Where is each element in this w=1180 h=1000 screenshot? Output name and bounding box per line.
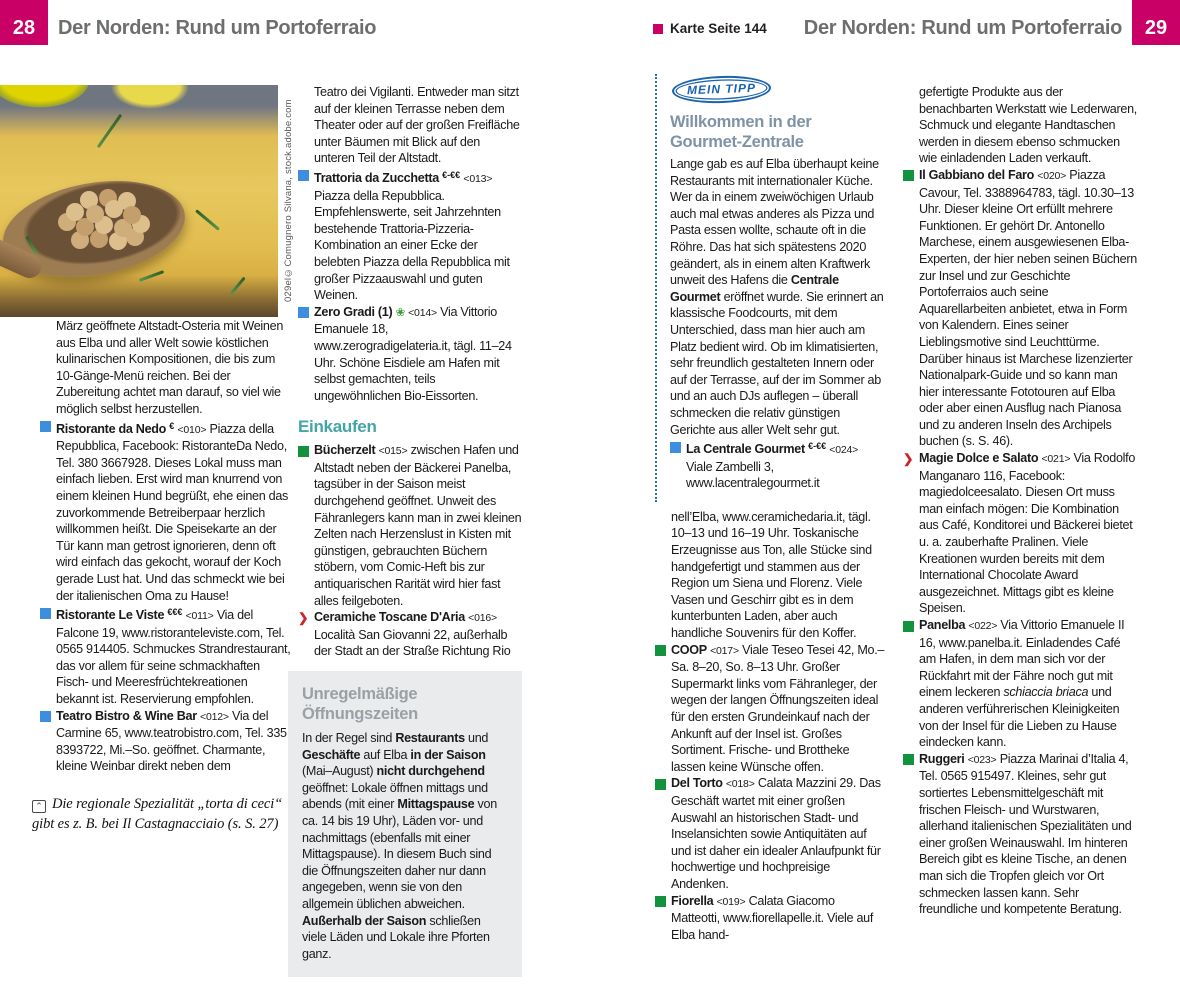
photo-torta-di-ceci — [0, 85, 278, 317]
poi-number: <016> — [468, 612, 497, 625]
text-segment: Außerhalb der Saison — [302, 913, 427, 928]
blue-square-bullet-icon — [298, 170, 309, 181]
green-square-bullet-icon — [903, 170, 914, 181]
text-segment: Viale Teseo Tesei 42, Mo.–Sa. 8–20, So. 8–13 Uhr. Großer Supermarkt links vom Fähranleger, der wegen der langen Öffnungszeiten ideal für den ersten Grundeinkauf nach der Ankunft auf der Insel ist. Großes Sortiment. Frische- und Brottheke lassen keine Wünsche offen. — [671, 642, 885, 774]
price-badge: € — [169, 420, 175, 431]
poi-name: Il Gabbiano del Faro — [919, 167, 1035, 182]
poi-entry — [298, 609, 522, 660]
price-badge: €-€€ — [808, 441, 827, 452]
poi-entry — [903, 617, 1137, 751]
blue-square-bullet-icon — [670, 442, 681, 453]
text-segment: Via del Falcone 19, www.ristoranteleviste.com, Tel. 0565 914405. Schmuckes Strandrestaurant, das vor allem für seine schmackhaften Fisch- und Meeresfrüchtekreationen bekannt ist. Reservierung empfohlen. — [56, 608, 291, 707]
text-segment: Teatro dei Vigilanti. Entweder man sitzt auf der kleinen Terrasse neben dem Theater oder auf der großen Freifläche unter Bäumen mit Blick auf den unteren Teil der Altstadt. — [314, 85, 520, 166]
chickpeas-shape — [66, 203, 84, 221]
tip-body — [670, 156, 885, 438]
text-segment: eröffnet wurde. Sie erinnert an klassische Foodcourts, mit dem Unterschied, dass man hier auch am Platz bedient wird. Ob im klimatisierten, sehr freundlich gestalteten Innern oder auf der Terrasse, auf der im Sommer ab und an auch DJs auflegen – überall schmecken die relativ günstigen Gerichte aus aller Welt sehr gut. — [670, 289, 884, 437]
tip-heading: Willkommen in der Gourmet-Zentrale — [670, 113, 812, 151]
text-segment: Calata Mazzini 29. Das Geschäft wartet mit einer großen Auswahl an historischen Stadt- und Inselansichten sowie Antiquitäten auf und ist daher ein idealer Anlaufpunkt für hochwertige und hochpreisige Andenken. — [671, 776, 881, 891]
text-segment: schiaccia briaca — [1003, 685, 1089, 700]
rosemary-sprig-icon — [229, 277, 245, 296]
continuation-paragraph — [903, 84, 1137, 167]
map-marker-square-icon — [653, 24, 663, 34]
photo-above-icon: ⌃ — [32, 800, 46, 813]
poi-name: Ristorante da Nedo — [56, 421, 167, 436]
poi-number: <024> — [829, 444, 859, 457]
price-badge: €€€ — [167, 607, 183, 618]
chevron-bullet-icon: ❯ — [298, 610, 309, 625]
text-segment: zwischen Hafen und Altstadt neben der Bäckerei Panelba, tagsüber in der Saison meist durchgehend geöffnet. Unweit des Fähranlegers kann man in zwei kleinen Zelten nach Herzenslust in Kisten mit günstigen, gebrauchten Büchern stöbern, vom Comic-Heft bis zur antiquarischen Rarität wird hier fast alles feilgeboten. — [314, 443, 522, 608]
photo-credit: 029el©Comugnero Silvana, stock.adobe.com — [283, 99, 294, 303]
poi-entry — [298, 167, 522, 304]
text-segment: Geschäfte — [302, 747, 361, 762]
text-segment: Piazza della Repubblica, Facebook: RistoranteDa Nedo, Tel. 380 3667928. Dieses Lokal muss man einfach lieben. Erst wird man knurrend von einem kleinen Hund begrüßt, ehe einen das zuvorkommende Betreiberpaar herzlich willkommen heißt. Die Speisekarte an der Tür kann man getrost ignorieren, denn oft wird einfach das gekocht, worauf der Koch gerade Lust hat. Und das schmeckt wie bei der italienischen Oma zu Hause! — [56, 421, 289, 603]
text-segment: Piazza Marinai d’Italia 4, Tel. 0565 915497. Kleines, sehr gut sortiertes Lebensmittelgeschäft mit frischen Fleisch- und Wurstwaren, allerhand italienischen Spezialitäten und einer großen Weinauswahl. Im hinteren Bereich gibt es kleine Tische, an denen man sich die Tropfen gleich vor Ort schmecken lassen kann. Sehr freundliche und kompetente Beratung. — [919, 751, 1132, 917]
column-4 — [903, 84, 1137, 918]
text-segment: gefertigte Produkte aus der benachbarten Werkstatt wie Lederwaren, Schmuck und elegante Handtaschen werden in diesem ebenso schmucken wie einladenden Laden verkauft. — [919, 85, 1137, 166]
rosemary-sprig-icon — [195, 209, 220, 231]
poi-number: <010> — [177, 423, 207, 436]
poi-number: <021> — [1041, 453, 1071, 466]
section-header: Einkaufen — [298, 417, 377, 437]
poi-number: <022> — [968, 620, 998, 632]
blue-square-bullet-icon — [40, 711, 51, 722]
blue-square-bullet-icon — [40, 421, 51, 432]
poi-entry — [655, 642, 885, 776]
poi-number: <011> — [185, 610, 214, 623]
text-segment: Via Rodolfo Manganaro 116, Facebook: magiedolceesalato. Diesen Ort muss man einfach mögen: Die Kombination aus Café, Konditorei und Bäckerei bietet u. a. zauberhafte Pralinen. Viele Kreationen wurden bereits mit dem International Chocolate Award ausgezeichnet. Mittags gibt es kleine Speisen. — [919, 451, 1136, 616]
poi-name: COOP — [671, 642, 707, 657]
poi-name: Panelba — [919, 618, 966, 632]
poi-number: <014> — [408, 306, 437, 319]
poi-entry — [40, 604, 292, 708]
blue-square-bullet-icon — [40, 608, 51, 619]
page-number-left: 28 — [0, 0, 48, 45]
text-segment: Restaurants — [395, 731, 465, 745]
text-segment: nicht durchgehend — [376, 764, 485, 779]
green-square-bullet-icon — [655, 645, 666, 656]
chevron-bullet-icon: ❯ — [903, 451, 914, 466]
poi-entry — [655, 775, 885, 892]
poi-name: Magie Dolce e Salato — [919, 451, 1039, 466]
text-segment: und — [464, 731, 489, 745]
mein-tipp-stamp: MEIN TIPP — [672, 74, 772, 104]
poi-name: La Centrale Gourmet — [686, 442, 805, 457]
running-head-left: Der Norden: Rund um Portoferraio — [58, 17, 377, 39]
column-2 — [298, 84, 522, 977]
poi-name: Ceramiche Toscane D'Aria — [314, 610, 465, 625]
price-badge: €-€€ — [442, 169, 461, 180]
text-segment: Die regionale Spezialität „torta di ceci“ gibt es z. B. bei Il Castagnacciaio (s. S. 27) — [32, 796, 283, 832]
text-segment: März geöffnete Altstadt-Osteria mit Weinen aus Elba und aller Welt sowie köstlichen kulinarischen Kompositionen, die bis zum 10-Gänge-Menü reichen. Bei der Zubereitung achtet man darauf, so viel wie möglich selbst herzustellen. — [56, 319, 284, 416]
page-number-right: 29 — [1132, 0, 1180, 45]
poi-number: <020> — [1037, 169, 1067, 182]
organic-flower-icon: ❀ — [395, 306, 405, 319]
text-segment: Mittagspause — [397, 797, 475, 812]
poi-number: <017> — [710, 644, 739, 657]
green-square-bullet-icon — [298, 446, 309, 457]
tip-box — [655, 74, 885, 502]
poi-number: <015> — [378, 445, 408, 458]
poi-name: Ristorante Le Viste — [56, 608, 165, 623]
poi-entry — [298, 304, 522, 405]
rosemary-sprig-icon — [139, 270, 164, 282]
poi-number: <019> — [716, 895, 746, 908]
poi-entry — [670, 438, 885, 492]
poi-number: <013> — [463, 172, 493, 185]
text-segment: nell’Elba, www.ceramichedaria.it, tägl. 10–13 und 16–19 Uhr. Toskanische Erzeugnisse aus Ton, alle Stücke sind handgefertigt und stammen aus der Region um Siena und Florenz. Viele Vasen und Geschirr gibt es in dem kunterbunten Laden, aber auch handliche Souvenirs für den Koffer. — [671, 509, 872, 641]
photo-caption — [32, 795, 292, 834]
info-box-title: Unregelmäßige Öffnungszeiten — [302, 685, 418, 723]
poi-number: <018> — [725, 778, 755, 791]
text-segment: Piazza della Repubblica. Empfehlenswerte, seit Jahrzehnten bestehende Trattoria-Pizzeria-Kombination an einer Ecke der belebten Piazza della Repubblica mit großer Pizzaauswahl und guten Weinen. — [314, 188, 510, 303]
info-box — [288, 671, 522, 977]
map-reference — [653, 21, 767, 36]
green-square-bullet-icon — [655, 779, 666, 790]
blue-square-bullet-icon — [298, 307, 309, 318]
running-head-right: Der Norden: Rund um Portoferraio — [803, 17, 1122, 39]
column-3 — [655, 74, 885, 943]
poi-number: <012> — [200, 710, 229, 723]
text-segment: Piazza Cavour, Tel. 3388964783, tägl. 10.30–13 Uhr. Dieser kleine Ort erfüllt mehrere Funktionen. Er gehört Dr. Antonello Marchese, einem ausgewiesenen Elba-Experten, der hier neben seinen Büchern zur Insel und zur Geschichte Portoferraios auch seine Aquarellarbeiten anbietet, etwa in Form von Kalendern. Eines seiner Lieblingsmotive sind Leuchttürme. Darüber hinaus ist Marchese lizenzierter Nationalpark-Guide und so kann man hier interessante Fototouren auf Elba oder aber einen Ausflug nach Pianosa und zu anderen Inseln des Archipels buchen (s. S. 46). — [919, 167, 1137, 449]
text-segment: (Mai–August) — [302, 764, 377, 779]
continuation-paragraph — [298, 84, 522, 167]
poi-entry — [903, 167, 1137, 450]
text-segment: von ca. 14 bis 19 Uhr), Läden vor- und nachmittags (ebenfalls mit einer Mittagspause). In diesem Buch sind die Öffnungszeiten daher nur dann angegeben, wenn sie von den allgemein üblichen abweichen. — [302, 797, 497, 911]
poi-entry — [298, 442, 522, 609]
poi-number: <023> — [967, 753, 997, 766]
poi-name: Fiorella — [671, 893, 714, 908]
text-segment: Viale Zambelli 3, www.lacentralegourmet.it — [686, 459, 820, 491]
text-segment: in der Saison — [410, 747, 486, 762]
column-1 — [32, 318, 292, 834]
text-segment: geöffnet: Lokale öffnen mittags und abends (mit einer — [302, 780, 488, 812]
text-segment: Lange gab es auf Elba überhaupt keine Restaurants mit internationaler Küche. Wer da in einem zweiwöchigen Urlaub auch mal etwas anderes als Pizza und Pasta essen wollte, schaute oft in die Röhre. Das hat sich spätestens 2020 geändert, als in einem alten Kraftwerk unweit des Hafens die — [670, 157, 879, 288]
green-square-bullet-icon — [903, 621, 914, 632]
poi-entry — [40, 708, 292, 775]
poi-name: Trattoria da Zucchetta — [314, 170, 439, 185]
poi-entry — [655, 893, 885, 944]
text-segment: auf Elba — [360, 747, 411, 762]
info-box-body — [302, 730, 508, 962]
text-segment: In der Regel sind — [302, 731, 396, 745]
text-segment: Località San Giovanni 22, außerhalb der Stadt an der Straße Richtung Rio — [314, 627, 511, 659]
poi-entry — [903, 450, 1137, 617]
text-segment: schließen viele Läden und Lokale ihre Pforten ganz. — [302, 913, 490, 961]
text-segment: Via Vittorio Emanuele 18, www.zerogradigelateria.it, tägl. 11–24 Uhr. Schöne Eisdiele am Hafen mit selbst gemachten, teils ungewöhnlichen Bio-Eissorten. — [314, 304, 512, 403]
rosemary-sprig-icon — [97, 114, 122, 148]
map-reference-label: Karte Seite 144 — [670, 21, 767, 36]
text-segment: und anderen verführerischen Kleinigkeiten von der Insel für die Lieben zu Hause eindecken kann. — [919, 685, 1120, 750]
green-square-bullet-icon — [903, 754, 914, 765]
poi-name: Bücherzelt — [314, 443, 376, 458]
text-segment: Centrale Gourmet — [670, 273, 839, 304]
poi-entry — [40, 418, 292, 605]
poi-entry — [903, 751, 1137, 918]
continuation-paragraph — [655, 509, 885, 642]
continuation-paragraph — [40, 318, 292, 418]
poi-name: Ruggeri — [919, 751, 965, 766]
text-segment: Via Vittorio Emanuele II 16, www.panelba.it. Einladendes Café am Hafen, in dem man sich vor der Rückfahrt mit der Fähre noch gut mit einem leckeren — [919, 618, 1125, 700]
green-square-bullet-icon — [655, 896, 666, 907]
poi-name: Teatro Bistro & Wine Bar — [56, 708, 197, 723]
poi-name: Zero Gradi (1) — [314, 304, 393, 319]
text-segment: Via del Carmine 65, www.teatrobistro.com, Tel. 335 8393722, Mi.–So. geöffnet. Charmante, kleine Weinbar direkt neben dem — [56, 708, 287, 774]
text-segment: Calata Giacomo Matteotti, www.fiorellapelle.it. Viele auf Elba hand- — [671, 893, 874, 942]
poi-name: Del Torto — [671, 776, 723, 791]
